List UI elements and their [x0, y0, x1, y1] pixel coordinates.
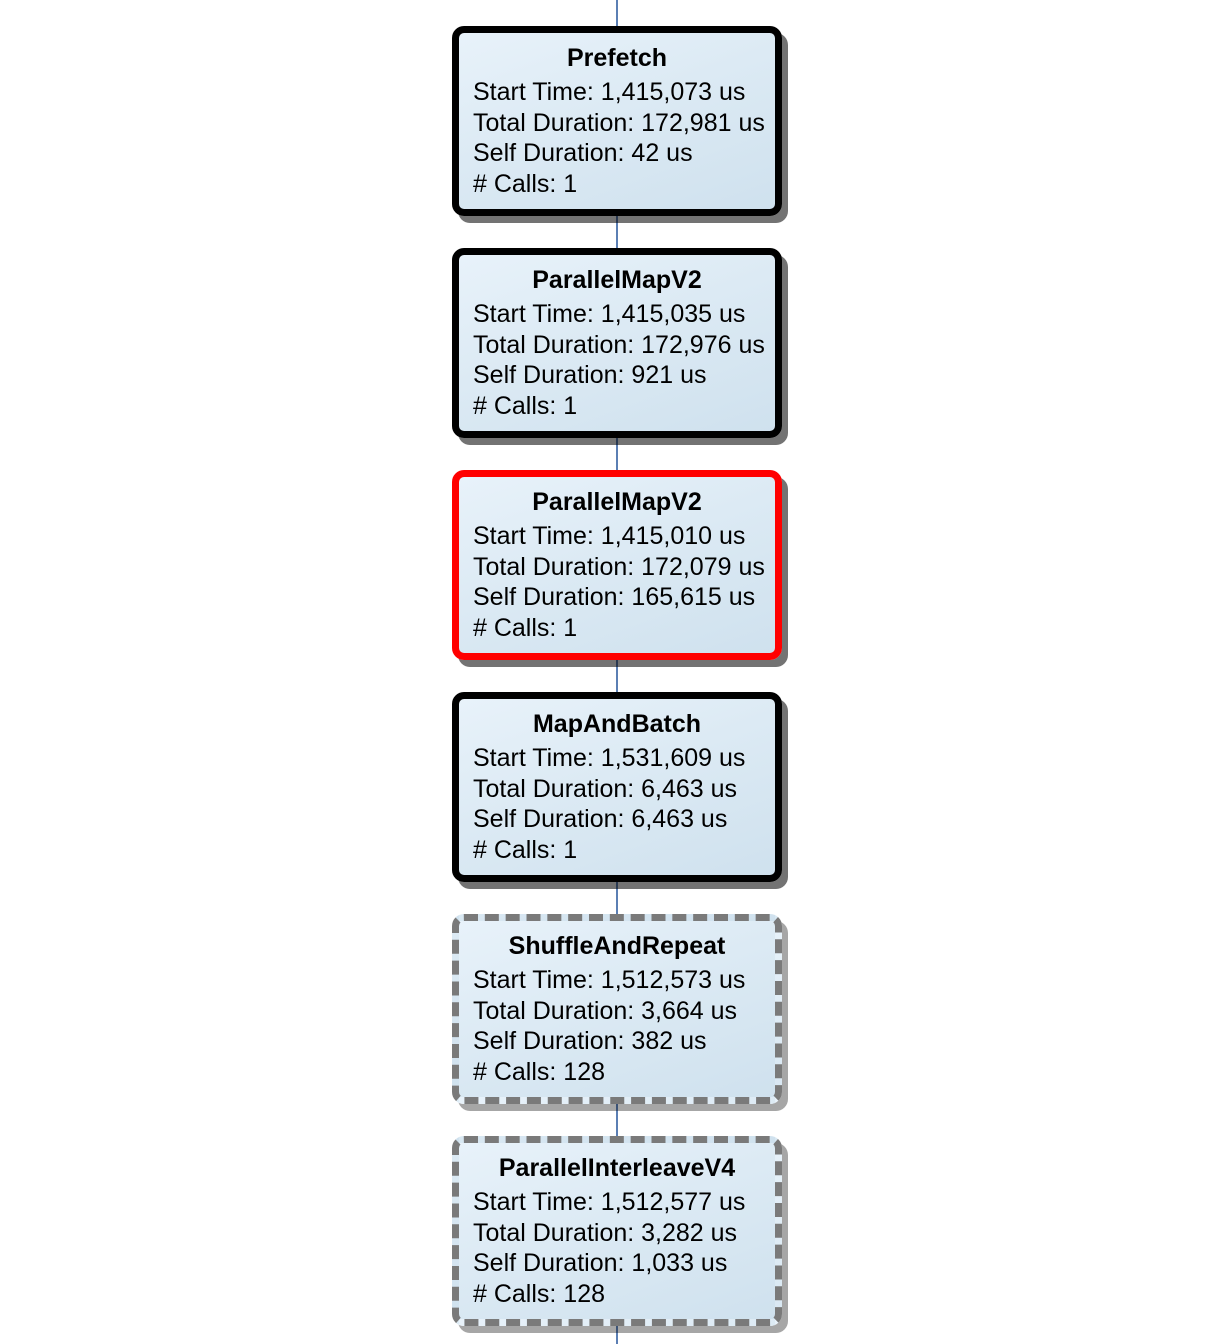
node-prefetch[interactable] — [452, 26, 782, 216]
node-start-time: Start Time: 1,512,573 us — [473, 966, 746, 994]
node-parallel-map-v2-2-selected[interactable] — [452, 470, 782, 660]
node-self-duration: Self Duration: 921 us — [473, 361, 707, 389]
node-calls: # Calls: 128 — [473, 1057, 606, 1086]
node-title: Prefetch — [566, 44, 668, 72]
node-start-time: Start Time: 1,415,035 us — [473, 300, 746, 328]
node-self-duration: Self Duration: 382 us — [473, 1027, 707, 1055]
node-calls: # Calls: 1 — [473, 391, 578, 420]
node-start-time: Start Time: 1,512,577 us — [473, 1188, 746, 1216]
node-calls: # Calls: 128 — [473, 1279, 606, 1308]
node-parallel-interleave-v4[interactable] — [452, 1136, 782, 1326]
node-self-duration: Self Duration: 42 us — [473, 139, 693, 167]
node-calls: # Calls: 1 — [473, 835, 578, 864]
node-map-and-batch[interactable] — [452, 692, 782, 882]
node-self-duration: Self Duration: 6,463 us — [473, 805, 728, 833]
node-start-time: Start Time: 1,415,073 us — [473, 78, 746, 106]
node-total-duration: Total Duration: 172,981 us — [473, 108, 765, 137]
node-total-duration: Total Duration: 3,282 us — [473, 1218, 738, 1247]
node-self-duration: Self Duration: 1,033 us — [473, 1249, 728, 1277]
node-self-duration: Self Duration: 165,615 us — [473, 583, 756, 611]
node-title: ParallelInterleaveV4 — [498, 1154, 736, 1182]
node-total-duration: Total Duration: 172,079 us — [473, 552, 765, 581]
node-total-duration: Total Duration: 6,463 us — [473, 774, 738, 803]
node-parallel-map-v2-1[interactable] — [452, 248, 782, 438]
node-total-duration: Total Duration: 172,976 us — [473, 330, 765, 359]
node-start-time: Start Time: 1,415,010 us — [473, 522, 746, 550]
node-title: ParallelMapV2 — [532, 488, 702, 516]
node-title: ParallelMapV2 — [532, 266, 702, 294]
node-start-time: Start Time: 1,531,609 us — [473, 744, 746, 772]
node-calls: # Calls: 1 — [473, 613, 578, 642]
node-shuffle-and-repeat[interactable] — [452, 914, 782, 1104]
node-calls: # Calls: 1 — [473, 169, 578, 198]
node-title: MapAndBatch — [532, 710, 702, 738]
node-total-duration: Total Duration: 3,664 us — [473, 996, 738, 1025]
node-title: ShuffleAndRepeat — [508, 932, 726, 960]
edge-top-stub — [616, 0, 618, 26]
